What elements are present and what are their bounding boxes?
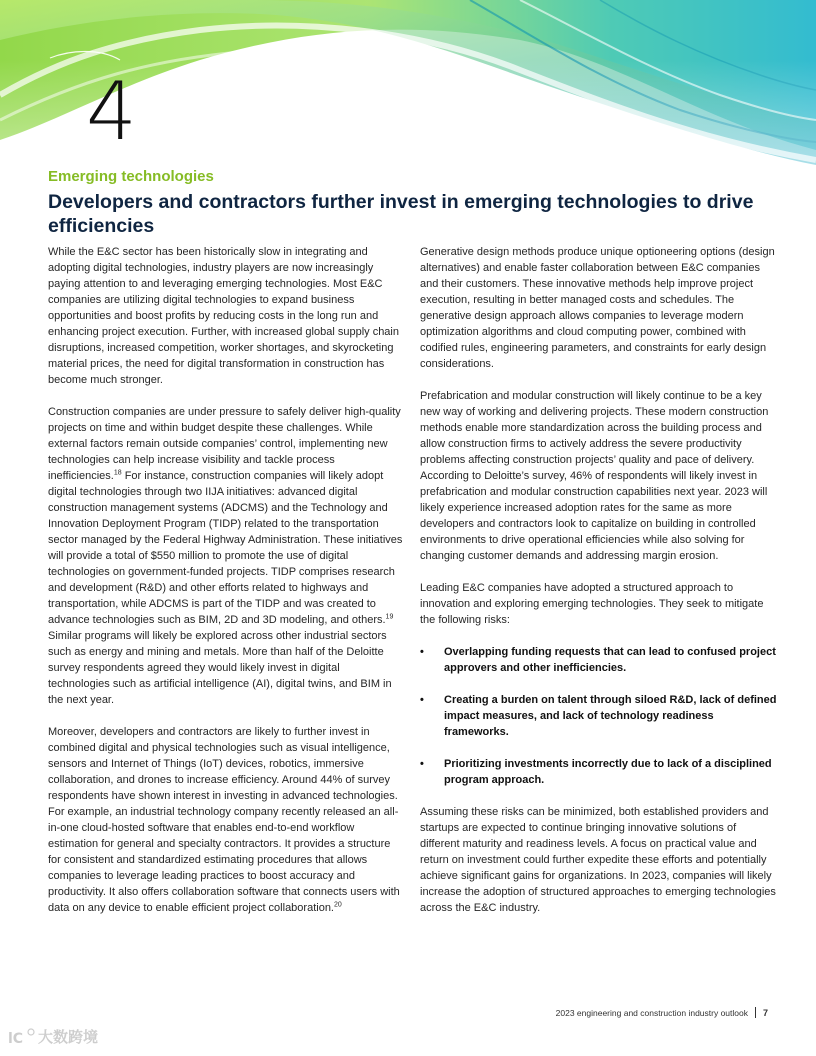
bullet-icon: • [420, 758, 424, 770]
footnote-ref: 18 [113, 469, 122, 477]
list-item-text: Creating a burden on talent through siloed R&D, lack of defined impact measures, and lack of technology readiness frameworks. [444, 694, 777, 738]
bullet-icon: • [420, 646, 424, 658]
chapter-number: 4 [86, 65, 135, 158]
list-item [420, 644, 778, 676]
right-column [420, 244, 778, 932]
list-item-text: Overlapping funding requests that can lead to confused project approvers and other inefficiencies. [444, 646, 776, 674]
paragraph-text: For instance, construction companies will likely adopt digital technologies through two IIJA initiatives: advanced digital construction management systems (ADCMS) and the Technology and Innovation Deployment Program (TIDP) related to the transportation sector managed by the Federal Highway Administration. These initiatives will provide a total of $550 million to promote the use of digital technologies on government-funded projects. TIDP comprises research and development (R&D) and other efforts related to highways and transportation, while ADCMS is part of the TIDP and was created to advance technologies such as BIM, 2D and 3D modeling, and others. [48, 470, 403, 626]
list-item [420, 756, 778, 788]
paragraph [48, 404, 404, 708]
paragraph: Prefabrication and modular construction will likely continue to be a key new way of working and delivering projects. These modern construction methods enable more standardization across the building process and allow construction firms to actively address the severe productivity problems affecting construction projects’ quality and pace of delivery. According to Deloitte’s survey, 46% of respondents will likely invest in prefabrication and modular construction capabilities next year. 2023 will likely experience increased adoption rates for the same as more developers and contractors look to capitalize on building in controlled environments to drive operational efficiencies while also solving for changing customer demands and addressing margin erosion. [420, 390, 769, 562]
paragraph-text: Construction companies are under pressure to safely deliver high-quality projects on time and within budget despite these challenges. While external factors remain outside companies’ control, implementing new technologies can help increase visibility and tackle process inefficiencies. [48, 406, 401, 482]
risk-list [420, 644, 778, 788]
paragraph [48, 724, 404, 916]
section-kicker: Emerging technologies [48, 168, 214, 185]
paragraph-text: Similar programs will likely be explored across other industrial sectors such as energy and mining and metals. More than half of the Deloitte survey respondents agreed they would likely invest in digital technologies such as artificial intelligence (AI), digital twins, and BIM in the next year. [48, 630, 392, 706]
watermark-logo-icon [8, 1027, 38, 1047]
list-item [420, 692, 778, 740]
paragraph: Assuming these risks can be minimized, both established providers and startups are expected to continue bringing innovative solutions of different maturity and readiness levels. A focus on practical value and return on investment could further expedite these efforts and potentially achieve significant gains for organizations. In 2023, companies will likely increase the adoption of structured approaches to emerging technologies across the E&C industry. [420, 806, 776, 914]
section-headline: Developers and contractors further invest in emerging technologies to drive efficiencies [48, 191, 754, 237]
paragraph: Leading E&C companies have adopted a structured approach to innovation and exploring emerging technologies. They seek to mitigate the following risks: [420, 582, 764, 626]
footer-divider [755, 1007, 756, 1018]
bullet-icon: • [420, 694, 424, 706]
list-item-text: Prioritizing investments incorrectly due to lack of a disciplined program approach. [444, 758, 772, 786]
paragraph-text: Moreover, developers and contractors are likely to further invest in combined digital and physical technologies such as visual intelligence, sensors and Internet of Things (IoT) devices, robotics, immersive collaboration, and drones to increase efficiency. Around 44% of survey respondents have shown interest in investing in advanced technologies. For example, an industrial technology company recently released an all-in-one cloud-hosted software that enables end-to-end workflow estimation for general and specialty contractors. It provides a structure for consistent and standardized estimating procedures that allows companies to leverage leading practices to boost accuracy and productivity. It also offers collaboration software that connects users with data on any device to enable efficient project collaboration. [48, 726, 400, 914]
left-column [48, 244, 404, 932]
page-number: 7 [762, 1007, 768, 1018]
svg-text:lC: lC [8, 1030, 24, 1047]
footnote-ref: 20 [334, 901, 342, 909]
page-footer [556, 1007, 768, 1018]
footnote-ref: 19 [385, 613, 394, 621]
paragraph: While the E&C sector has been historically slow in integrating and adopting digital technologies, industry players are now increasingly paying attention to and leveraging emerging technologies. Most E&C companies are utilizing digital technologies to expand business opportunities and boost profits by reducing costs in the long run and enhancing project execution. Further, with increased global supply chain disruptions, increased competition, worker shortages, and skyrocketing material prices, the need for digital transformation in construction has become much stronger. [48, 246, 399, 386]
paragraph: Generative design methods produce unique optioneering options (design alternatives) and enable faster collaboration between E&C companies and their customers. These innovative methods help improve project execution, resulting in better managed costs and schedules. The generative design approach allows companies to leverage modern optimization algorithms and cloud computing power, combined with codified rules, engineering parameters, and constraints for early design considerations. [420, 246, 775, 370]
footer-title: 2023 engineering and construction industry outlook [555, 1007, 748, 1018]
watermark [8, 1026, 98, 1047]
watermark-text: 大数跨境 [38, 1029, 99, 1046]
